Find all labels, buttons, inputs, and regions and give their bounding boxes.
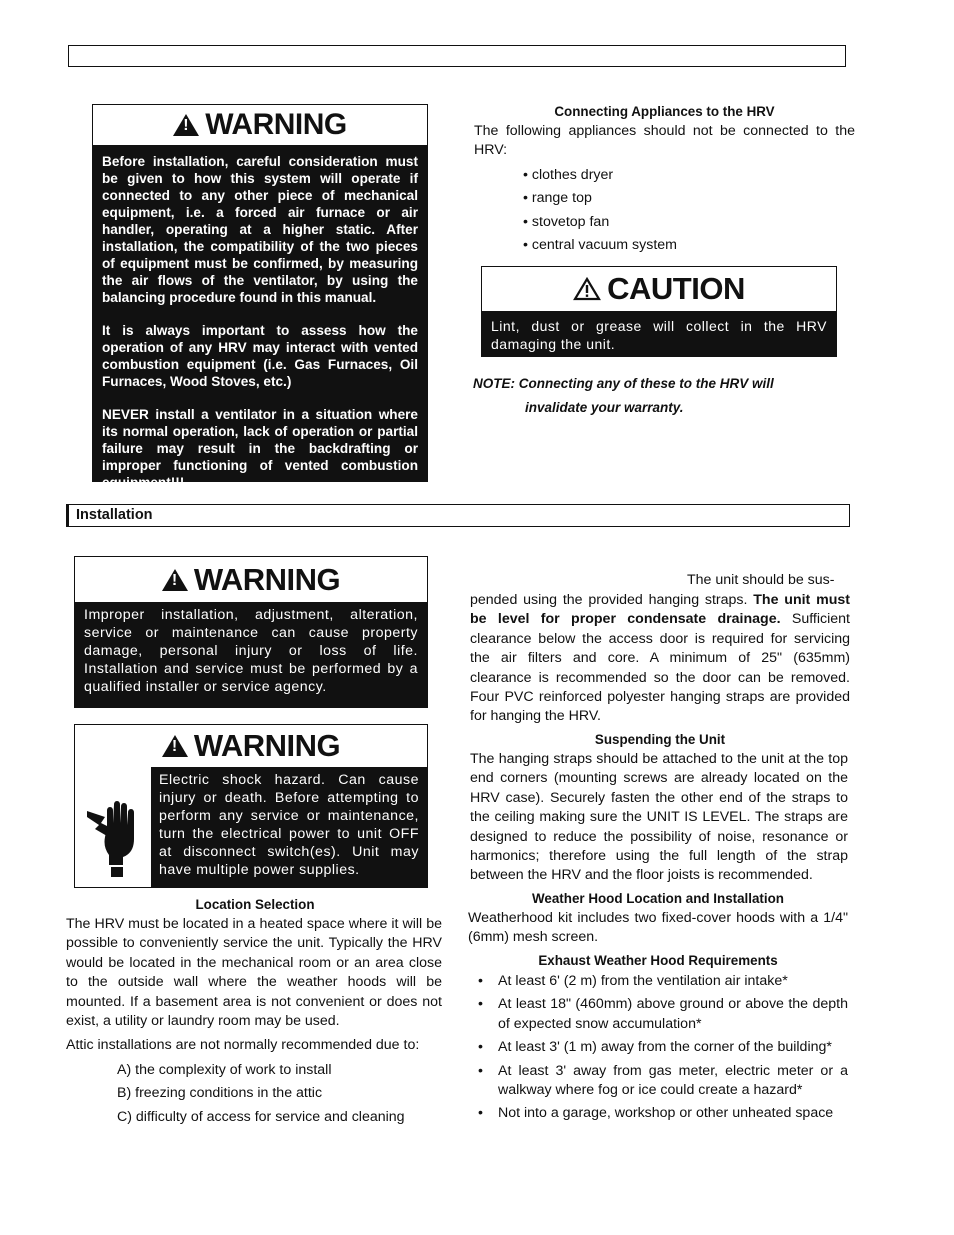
mounting-text: pended using the provided hanging straps. — [470, 592, 754, 608]
warning-body — [75, 602, 427, 707]
suspending-paragraph: The hanging straps should be attached to the unit at the top end corners (mounting screws are already located on the HRV case). Securely fasten the other end of the straps to the ceiling making sure the UNIT IS LEVEL. The straps are designed to reduce the possibility of noise, resonance or harmonics; therefore using the full length of the strap between the HRV and the floor joists is recommended. — [470, 751, 848, 884]
warning-box-electric-shock — [74, 724, 428, 888]
warning-text: Electric shock hazard. Can cause injury or death. Before attempting to perform any service or maintenance, turn the electrical power to unit OFF at disconnect switch(es). Unit may have multiple power supplies. — [159, 772, 419, 878]
bullet-icon: • — [478, 1039, 483, 1056]
list-item: C) difficulty of access for service and cleaning — [117, 1108, 405, 1125]
location-paragraph: The HRV must be located in a heated space where it will be possible to conveniently service the unit. Typically the HRV would be located in the mechanical room or an area close to the outside wall where the weather hoods will be mounted. If a basement area is not convenient or does not exist, a utility or laundry room may be used. — [66, 916, 442, 1030]
list-item-text: At least 3' (1 m) away from the corner of the building* — [498, 1039, 832, 1056]
warning-heading — [75, 557, 427, 602]
mounting-emphasis: The unit must be level for proper condensate drainage. — [470, 592, 850, 628]
warning-box-installation — [74, 556, 428, 708]
note-line: invalidate your warranty. — [525, 400, 684, 415]
location-heading: Location Selection — [195, 897, 315, 912]
suspending-heading: Suspending the Unit — [594, 732, 726, 747]
warning-heading — [75, 725, 427, 767]
warning-heading-text: WARNING — [193, 561, 341, 597]
list-item: A) the complexity of work to install — [117, 1062, 332, 1078]
bullet-icon: • — [478, 1062, 483, 1079]
warning-heading-text: WARNING — [193, 728, 341, 763]
list-item-text: At least 3' away from gas meter, electric meter or a walkway where fog or ice could create a hazard* — [498, 1062, 848, 1099]
appliances-intro: The following appliances should not be connected to the HRV: — [474, 123, 855, 159]
shock-icon-area — [75, 767, 151, 887]
warranty-note — [473, 372, 774, 420]
caution-heading — [482, 267, 836, 311]
list-item — [478, 995, 848, 1034]
warning-text: Improper installation, adjustment, alteration, service or maintenance can cause property damage, personal injury or loss of life. Installation and service must be performed by a qualified installer or service agency. — [84, 607, 418, 695]
list-item: B) freezing conditions in the attic — [117, 1085, 323, 1102]
list-item — [478, 1038, 848, 1057]
mounting-paragraph — [470, 591, 850, 727]
appliances-heading: Connecting Appliances to the HRV — [554, 104, 775, 119]
list-item: • stovetop fan — [523, 213, 610, 230]
exhaust-heading: Exhaust Weather Hood Requirements — [538, 953, 778, 968]
list-item-text: At least 18" (460mm) above ground or above the depth of expected snow accumulation* — [498, 996, 848, 1032]
weather-hood-paragraph: Weatherhood kit includes two fixed-cover hoods with a 1/4" (6mm) mesh screen. — [468, 910, 848, 946]
caution-text: Lint, dust or grease will collect in the HRV damaging the unit. — [491, 318, 827, 352]
list-item: • central vacuum system — [523, 236, 677, 253]
warning-triangle-icon — [162, 569, 188, 591]
attic-intro: Attic installations are not normally recommended due to: — [66, 1037, 420, 1053]
list-item: • range top — [523, 190, 592, 207]
caution-triangle-icon — [573, 277, 601, 301]
weather-hood-heading: Weather Hood Location and Installation — [532, 891, 784, 906]
warning-heading — [93, 105, 427, 145]
mounting-text: Sufficient clearance below the access door is required for servicing the air filters and core. A minimum of 25" (635mm) clearance is recommended so the door can be removed. Four PVC reinforced polyester hanging straps are provided for hanging the HRV. — [470, 611, 850, 725]
list-item: • clothes dryer — [523, 167, 614, 183]
bullet-icon: • — [478, 996, 483, 1013]
list-item-text: At least 6' (2 m) from the ventilation air intake* — [498, 973, 788, 989]
warning-body — [151, 767, 427, 887]
warning-triangle-icon — [173, 114, 199, 136]
caution-body — [482, 311, 836, 356]
electric-shock-hand-icon — [75, 767, 151, 887]
warning-box-combustion — [92, 104, 428, 490]
warning-paragraph: NEVER install a ventilator in a situation where its normal operation, lack of operation or partial failure may result in the backdrafting or improper functioning of vented combustion equipment!!! — [102, 407, 418, 490]
bullet-icon: • — [478, 973, 483, 989]
installation-section-bar — [66, 504, 850, 527]
warning-heading-text: WARNING — [205, 108, 347, 141]
appliances-list — [523, 164, 823, 257]
caution-box — [481, 266, 837, 357]
list-item — [478, 1104, 848, 1123]
installation-section-title: Installation — [76, 507, 153, 523]
exhaust-list — [478, 972, 848, 1124]
caution-heading-text: CAUTION — [607, 271, 745, 306]
warning-paragraph: Before installation, careful consideration must be given to how this system will operate if connected to any other piece of mechanical equipment, i.e. a forced air furnace or air handler, operating at a higher static. After installation, the compatibility of the two pieces of equipment must be confirmed, by measuring the air flows of the ventilator, by using the balancing procedure found in this manual. — [102, 154, 418, 305]
attic-list — [117, 1059, 447, 1129]
warning-paragraph: It is always important to assess how the operation of any HRV may interact with vented combustion equipment (i.e. Gas Furnaces, Oil Furnaces, Wood Stoves, etc.) — [102, 323, 418, 389]
warning-triangle-icon — [162, 735, 188, 757]
page-header-bar — [68, 45, 846, 67]
note-line: NOTE: Connecting any of these to the HRV will — [473, 376, 774, 391]
list-item — [478, 972, 848, 991]
bullet-icon: • — [478, 1105, 483, 1122]
list-item-text: Not into a garage, workshop or other unheated space — [498, 1105, 834, 1122]
warning-body — [93, 145, 427, 490]
list-item — [478, 1062, 848, 1101]
mounting-first-line: The unit should be sus- — [687, 572, 835, 588]
